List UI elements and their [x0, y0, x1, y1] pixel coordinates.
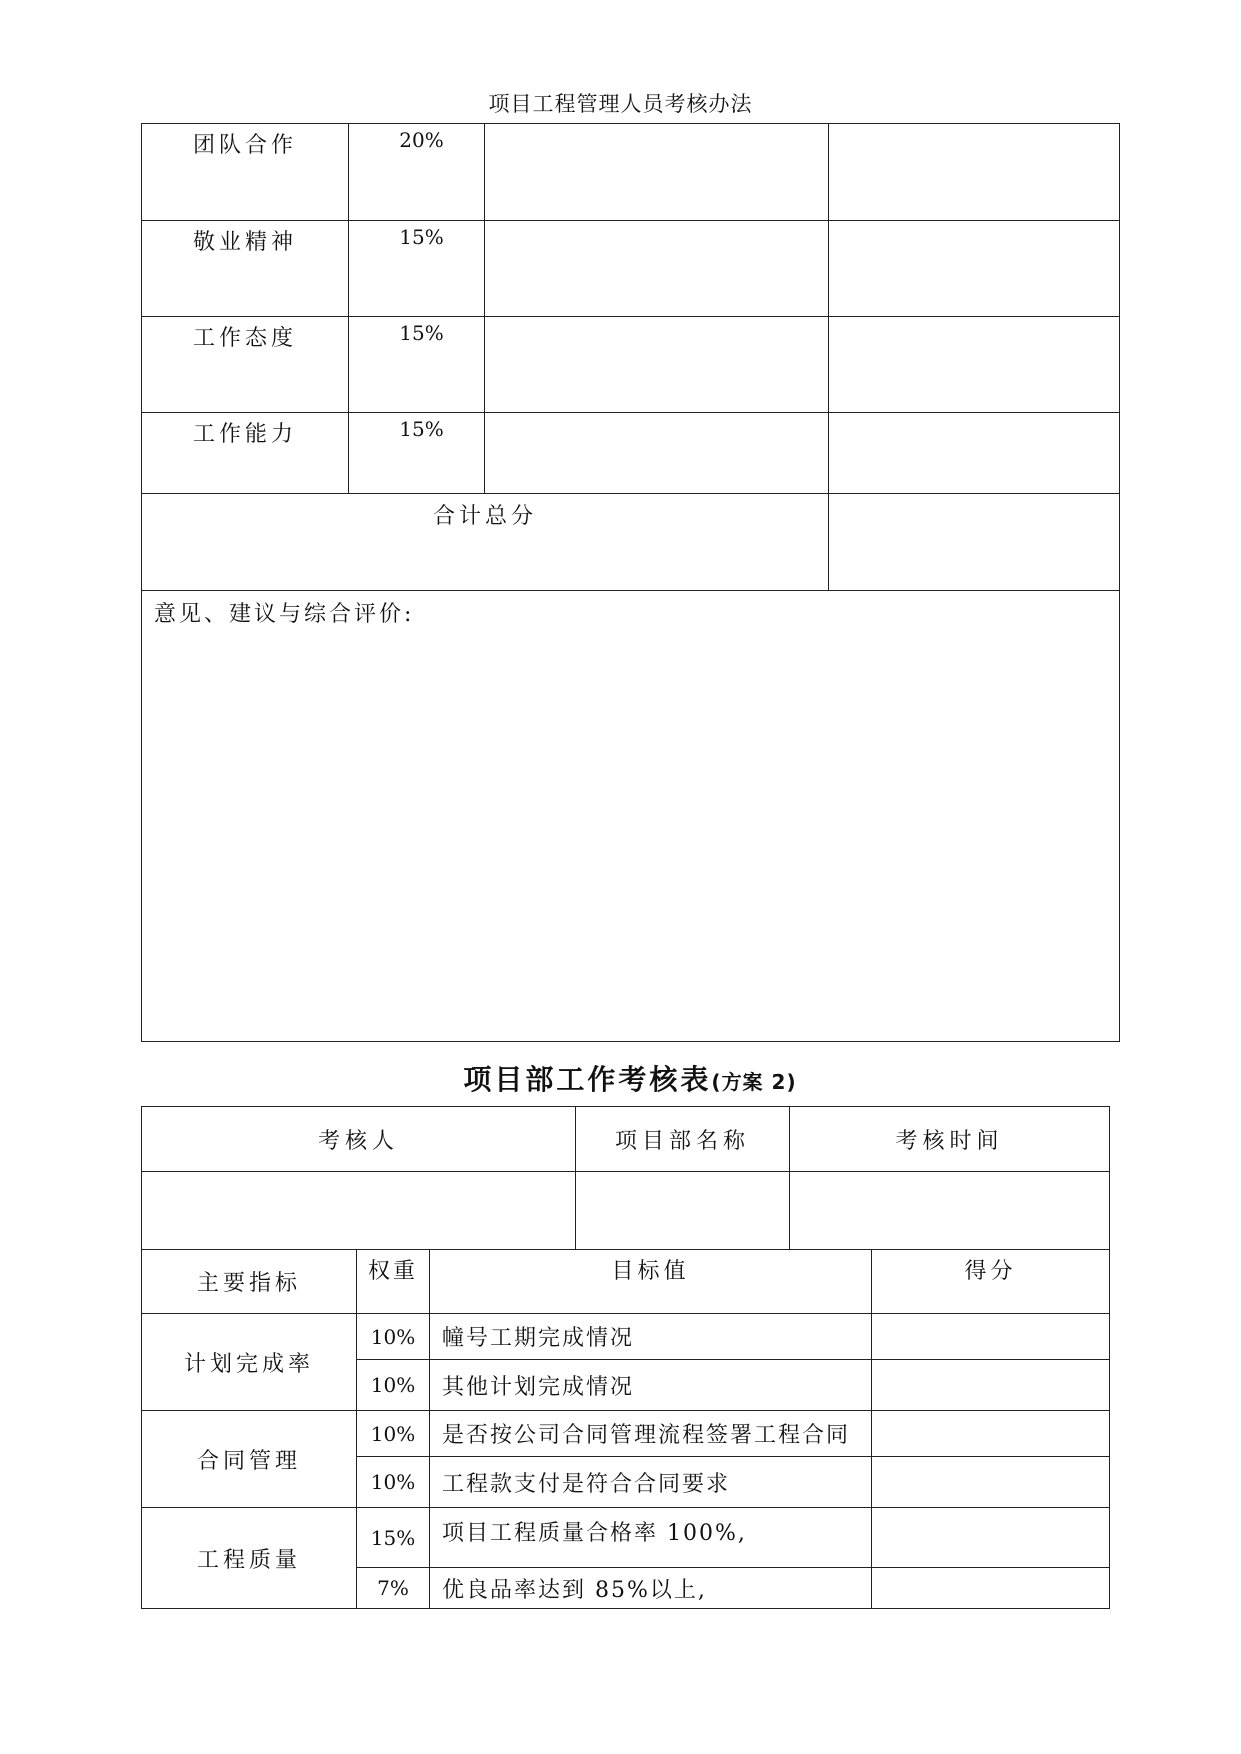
project-name-input[interactable]	[576, 1172, 790, 1250]
total-score-cell[interactable]	[829, 494, 1120, 591]
table-row	[142, 317, 1120, 413]
score-cell[interactable]	[829, 413, 1120, 494]
total-row	[142, 494, 1120, 591]
target-cell: 幢号工期完成情况	[430, 1314, 872, 1360]
weight-cell: 10%	[357, 1360, 430, 1411]
weight-cell: 15%	[349, 413, 485, 494]
criterion-cell: 工作能力	[142, 413, 349, 494]
form-title-suffix: (方案 2)	[711, 1070, 797, 1094]
target-cell: 是否按公司合同管理流程签署工程合同	[430, 1411, 872, 1457]
table-row	[142, 1508, 1110, 1568]
table-row	[142, 221, 1120, 317]
assessor-header: 考核人	[142, 1107, 576, 1172]
header-row	[142, 1107, 1110, 1172]
weight-cell: 15%	[349, 317, 485, 413]
target-cell: 项目工程质量合格率 100%,	[430, 1508, 872, 1568]
score-cell[interactable]	[872, 1508, 1110, 1568]
score-cell[interactable]	[829, 221, 1120, 317]
indicator-cell: 计划完成率	[142, 1314, 357, 1411]
project-name-header: 项目部名称	[576, 1107, 790, 1172]
weight-cell: 10%	[357, 1314, 430, 1360]
standard-cell[interactable]	[485, 317, 829, 413]
weight-cell: 20%	[349, 124, 485, 221]
weight-cell: 10%	[357, 1411, 430, 1457]
column-header-row	[142, 1250, 1110, 1314]
weight-cell: 15%	[357, 1508, 430, 1568]
indicator-cell: 合同管理	[142, 1411, 357, 1508]
comments-row	[142, 591, 1120, 1042]
score-cell[interactable]	[872, 1568, 1110, 1609]
score-column-header: 得分	[872, 1250, 1110, 1314]
target-cell: 优良品率达到 85%以上,	[430, 1568, 872, 1609]
target-column-header: 目标值	[430, 1250, 872, 1314]
weight-cell: 15%	[349, 221, 485, 317]
form-title-main: 项目部工作考核表	[463, 1063, 712, 1096]
weight-cell: 10%	[357, 1457, 430, 1508]
score-cell[interactable]	[829, 317, 1120, 413]
criterion-cell: 工作态度	[142, 317, 349, 413]
table-row	[142, 124, 1120, 221]
score-cell[interactable]	[872, 1360, 1110, 1411]
indicator-cell: 工程质量	[142, 1508, 357, 1609]
assess-time-input[interactable]	[790, 1172, 1110, 1250]
target-cell: 其他计划完成情况	[430, 1360, 872, 1411]
table-row	[142, 1411, 1110, 1457]
score-cell[interactable]	[829, 124, 1120, 221]
standard-cell[interactable]	[485, 413, 829, 494]
standard-cell[interactable]	[485, 221, 829, 317]
form-title	[0, 1058, 1241, 1098]
assess-time-header: 考核时间	[790, 1107, 1110, 1172]
score-cell[interactable]	[872, 1457, 1110, 1508]
project-assessment-table	[141, 1106, 1110, 1609]
evaluation-table-continued	[141, 123, 1120, 1042]
page-header: 项目工程管理人员考核办法	[488, 92, 753, 116]
criterion-cell: 敬业精神	[142, 221, 349, 317]
weight-column-header: 权重	[357, 1250, 430, 1314]
table-row	[142, 413, 1120, 494]
table-row	[142, 1314, 1110, 1360]
standard-cell[interactable]	[485, 124, 829, 221]
comments-area[interactable]: 意见、建议与综合评价:	[142, 591, 1120, 1042]
indicator-column-header: 主要指标	[142, 1250, 357, 1314]
assessor-input[interactable]	[142, 1172, 576, 1250]
total-score-label: 合计总分	[142, 494, 829, 591]
weight-cell: 7%	[357, 1568, 430, 1609]
criterion-cell: 团队合作	[142, 124, 349, 221]
score-cell[interactable]	[872, 1411, 1110, 1457]
score-cell[interactable]	[872, 1314, 1110, 1360]
target-cell: 工程款支付是符合合同要求	[430, 1457, 872, 1508]
header-input-row	[142, 1172, 1110, 1250]
